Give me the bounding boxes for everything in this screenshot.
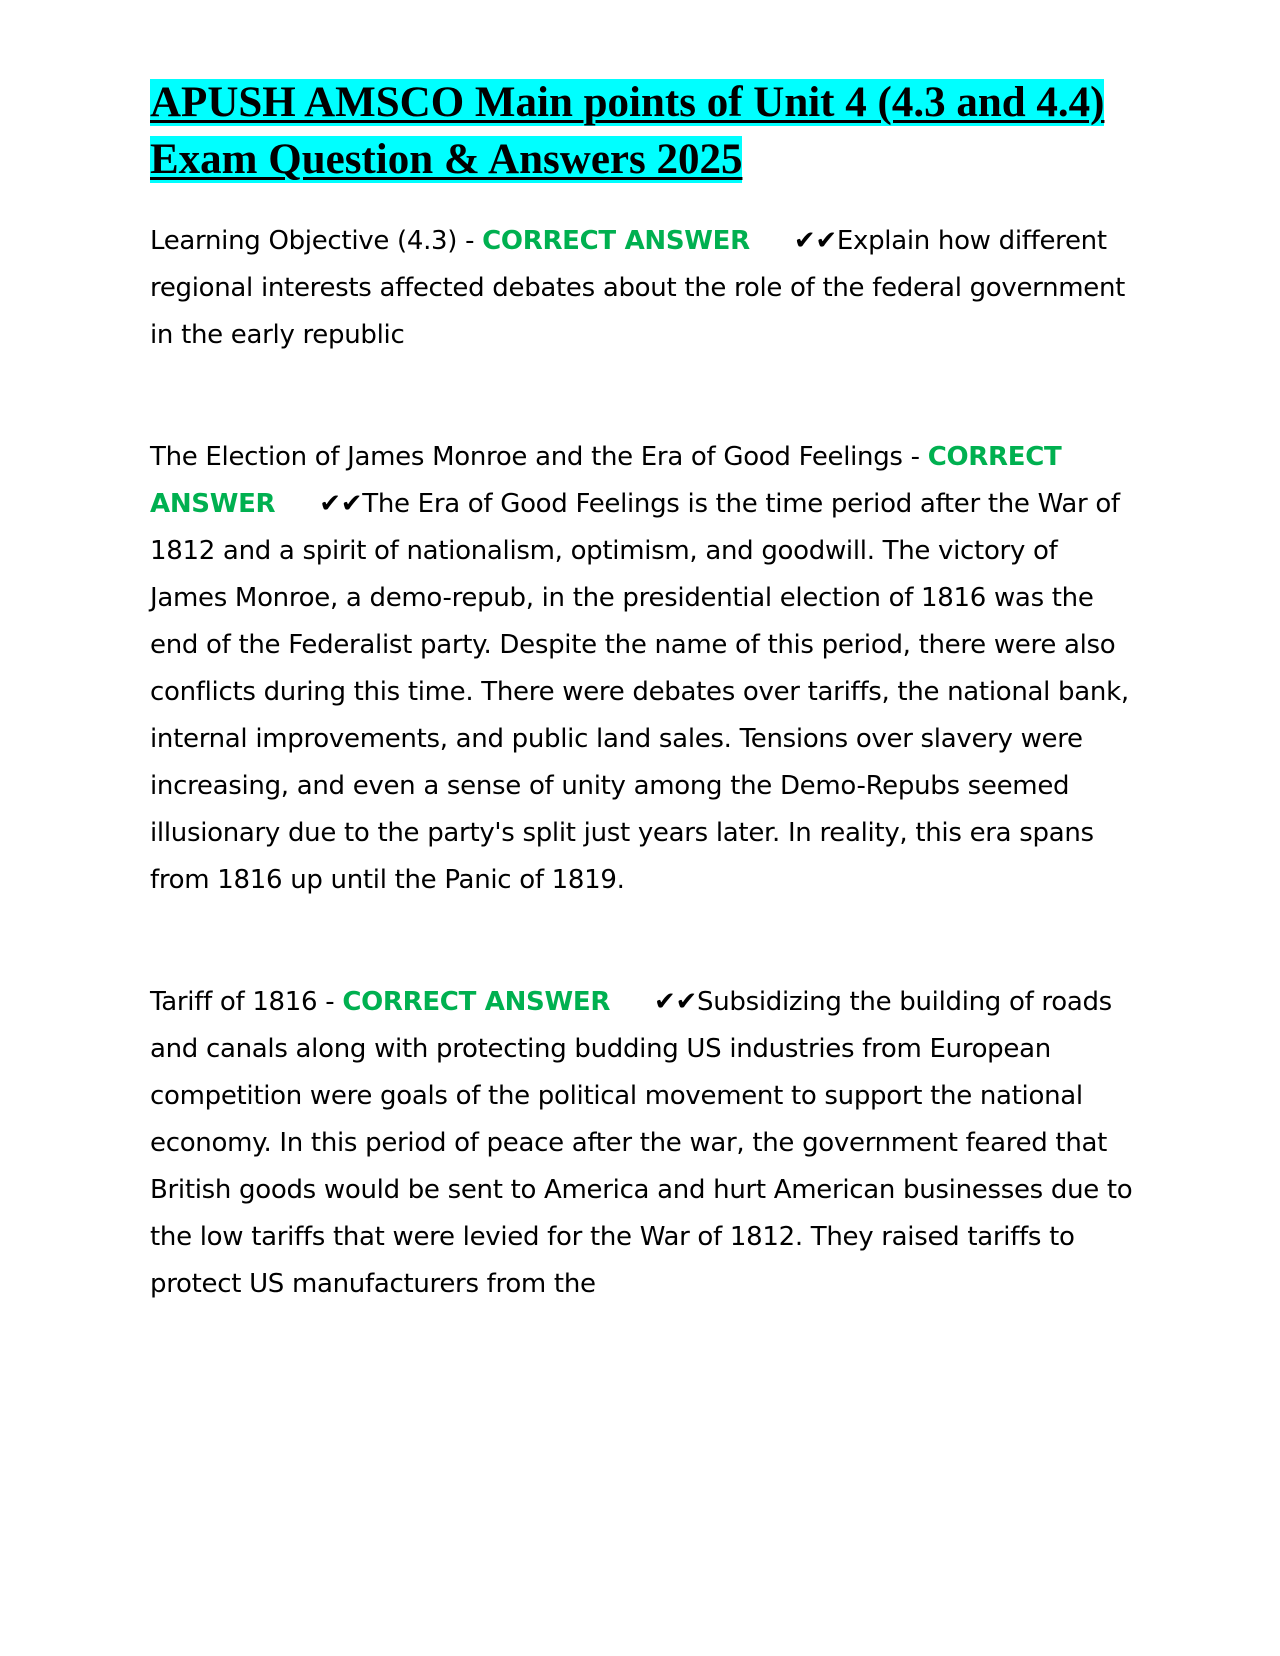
entry-term: Learning Objective (4.3) - bbox=[150, 226, 483, 256]
correct-answer-label: CORRECT ANSWER bbox=[342, 987, 611, 1017]
entry-term: The Election of James Monroe and the Era of Good Feelings - bbox=[150, 442, 928, 472]
qa-entry bbox=[150, 434, 1140, 904]
entry-answer: Subsidizing the building of roads and canals along with protecting budding US industries from European competition were goals of the political movement to support the national economy. In this period of peace after the war, the government feared that British goods would be sent to America and hurt American businesses due to the low tariffs that were levied for the War of 1812. They raised tariffs to protect US manufacturers from the bbox=[150, 987, 1133, 1299]
checkmark-icon: ✔✔ bbox=[793, 226, 837, 256]
document-page bbox=[150, 74, 1140, 1308]
qa-entry bbox=[150, 218, 1140, 359]
checkmark-icon: ✔✔ bbox=[319, 489, 363, 519]
correct-answer-label: CORRECT ANSWER bbox=[482, 226, 750, 256]
document-title bbox=[150, 74, 1140, 188]
entry-answer: Explain how different regional interests affected debates about the role of the federal government in the early republic bbox=[150, 226, 1126, 350]
checkmark-icon: ✔✔ bbox=[654, 987, 698, 1017]
correct-answer-label: CORRECT ANSWER bbox=[150, 442, 1062, 519]
entry-term: Tariff of 1816 - bbox=[150, 987, 343, 1017]
entry-answer: The Era of Good Feelings is the time period after the War of 1812 and a spirit of nationalism, optimism, and goodwill. The victory of James Monroe, a demo-repub, in the presidential election of 1816 was the end of the Federalist party. Despite the name of this period, there were also conflicts during this time. There were debates over tariffs, the national bank, internal improvements, and public land sales. Tensions over slavery were increasing, and even a sense of unity among the Demo-Repubs seemed illusionary due to the party's split just years later. In reality, this era spans from 1816 up until the Panic of 1819. bbox=[150, 489, 1129, 895]
document-title-text: APUSH AMSCO Main points of Unit 4 (4.3 and 4.4) Exam Question & Answers 2025 bbox=[150, 79, 1105, 183]
qa-entry bbox=[150, 979, 1140, 1308]
